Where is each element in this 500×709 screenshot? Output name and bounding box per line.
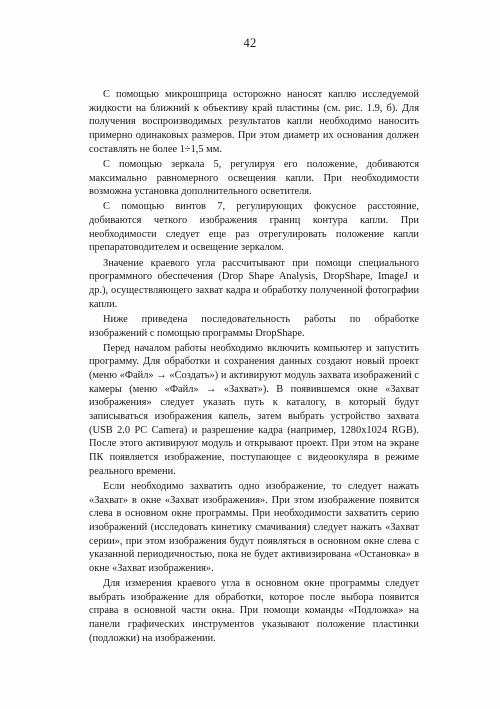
paragraph: Для измерения краевого угла в основном окне программы следует выбрать изображение для обработки, которое после выбора появится справа в основной части окна. При помощи команды «Подложка» на панели графических инструментов указывают положение пластинки (подложки) на изображении. [89, 578, 419, 644]
paragraph: Если необходимо захватить одно изображение, то следует нажать «Захват» в окне «Захват изображения». При этом изображение появится слева в основном окне программы. При необходимости захватить серию изображений (исследовать кинетику смачивания) следует нажать «Захват серии», при этом изображения будут появляться в основном окне слева с указанной периодичностью, пока не будет активизирована «Остановка» в окне «Захват изображения». [89, 480, 419, 574]
paragraph: С помощью микрошприца осторожно наносят каплю исследуемой жидкости на ближний к объективу край пластины (см. рис. 1.9, б). Для получения воспроизводимых результатов капли необходимо наносить примерно одинаковых размеров. При этом диаметр их основания должен составлять не более 1÷1,5 мм. [89, 89, 419, 155]
paragraph: С помощью винтов 7, регулирующих фокусное расстояние, добиваются четкого изображения границ контура капли. При необходимости следует еще раз отрегулировать положение капли препаратоводителем и освещение зеркалом. [89, 201, 419, 254]
paragraph: С помощью зеркала 5, регулируя его положение, добиваются максимально равномерного освещения капли. При необходимости возможна установка дополнительного осветителя. [89, 158, 419, 198]
page-number: 42 [243, 36, 257, 50]
paragraph: Значение краевого угла рассчитывают при помощи специального программного обеспечения (Drop Shape Analysis, DropShape, ImageJ и др.), осуществляющего захват кадра и обработку полученной фотографии капли. [89, 257, 419, 310]
paragraph: Перед началом работы необходимо включить компьютер и запустить программу. Для обработки и сохранения данных создают новый проект (меню «Файл» → «Создать») и активируют модуль захвата изображений с камеры (меню «Файл» → «Захват»). В появившемся окне «Захват изображения» следует указать путь к каталогу, в который будут записываться изображения капель, затем выбрать устройство захвата (USB 2.0 PC Camera) и разрешение кадра (например, 1280x1024 RGB). После этого активируют модуль и открывают проект. При этом на экране ПК появляется изображение, поступающее с видеоокуляра в режиме реального времени. [89, 342, 419, 477]
body-text [89, 88, 419, 647]
paragraph: Ниже приведена последовательность работы по обработке изображений с помощью программы DropShape. [89, 313, 419, 339]
